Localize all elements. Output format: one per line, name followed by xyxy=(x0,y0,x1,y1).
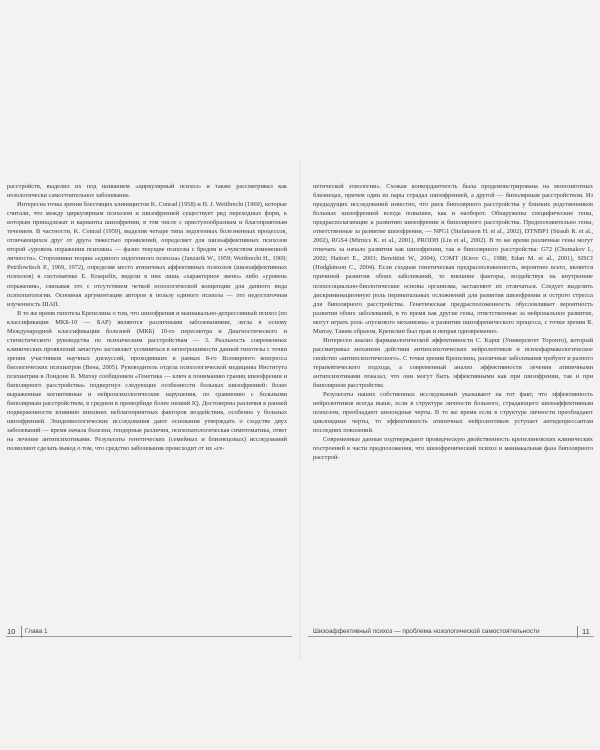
left-footer-separator xyxy=(21,626,22,638)
left-footer-rule xyxy=(6,636,292,637)
left-page-number: 10 xyxy=(7,627,16,636)
left-paragraph-2: Интересна точка зрения блестящих клиницистов K. Conrad (1958) и H. J. Weitbrecht (1969), которые считали, что между циркулярным психозом и шизофренией существует ряд переходных форм, к которым принадлежат и варианты шизофрении, в том числе с приступообразным и благоприятным течением. В частности, K. Conrad (1959), выделив четыре типа эндогенных болезненных процессов, отличающихся друг от друга тяжестью проявлений, определяет для шизоаффективных психозов второй «уровень поражения психики» — фазно текущие психозы с бредом и «чувством измененной личности». Сторонники теории «единого эндогенного психоза» (Janzarik W., 1959; Weitbrecht H., 1969; Petrilowitsch P., 1969, 1972), определяя место атипичных аффективных психозов (шизоаффективных психозов) в систематике E. Kraepelin, видели в них лишь «характерное звено» либо «уровень поражения», связывая это с отсутствием четкой нозологической концепции для данного вида психопатологии. Основная аргументация авторов в пользу единого психоза — это недостаточная изученность ШАП. xyxy=(7,201,287,308)
right-paragraph-3: Результаты наших собственных исследований указывают на тот факт, что эффективность нейролептиков всегда выше, если в структуре личности больного, страдающего шизоаффективным психозом, преобладают шизоидные черты. В то же время если в структуре личности преобладают циклоидные черты, то эффективность атипичных нейролептиков уступает антидепрессантам последних поколений. xyxy=(313,391,593,435)
right-paragraph-4: Современные данные подтверждают провидческую двойственность крепелиновских клинических построений в части предположения, что шизофренический психоз и маниакальная фаза биполярного расстрой- xyxy=(313,436,593,462)
right-footer-rule xyxy=(308,636,594,637)
right-running-head: Шизоаффективный психоз — проблема нозологической самостоятельности xyxy=(313,628,540,635)
right-paragraph-1: нетической этиологии». Схожая конкордантность была продемонстрирована на монозиготных близнецах, причем один из пары страдал шизофренией, а другой — биполярным расстройством. Из предыдущих исследований известно, что риск биполярного расстройства у близких родственников больных шизофренией всегда повышен, как и наоборот. Обнаружены специфические гены, предрасполагающие к развитию шизофрении и биполярного расстройства. Предположительно гены, ответственные за развитие шизофрении, — NPG1 (Stefansson H. et al., 2002), DTNBP1 (Straub R. et al., 2002), RGS4 (Mirnics K. et al., 2001), PRODH (Liu et al., 2002). В то же время различные гены могут отвечать за начало развития как шизофрении, так и биполярного расстройства: G72 (Chumakov I., 2002; Hattori E., 2003; Beretttini W., 2004), COMT (Kirov G., 1988; Edan M. et al., 2001), SISCI (Hodgkinson C., 2004). Если сходная генетическая предрасположенность, вероятнее всего, является причиной развития обоих заболеваний, то внешние факторы, воздействуя на внутренние психосоциально-биологические основы организма, заставляют их отличаться. Следует выделить дискриминационную роль перинатальных осложнений для развития шизофрении и острого стресса для биполярного расстройства. Генетическая предрасположенность обусловливает вероятность развития обоих заболеваний, в то время как другие гены, ответственные за нейрональное развитие, могут играть роль «пускового механизма» в развитии шизофренического процесса, с точки зрения R. Murray. Таким образом, Крепелин был прав и неправ одновременно. xyxy=(313,183,593,335)
left-running-head: Глава 1 xyxy=(25,628,48,635)
right-footer-separator xyxy=(577,626,578,638)
right-page-number: 11 xyxy=(582,627,590,636)
left-page-body xyxy=(7,182,287,632)
right-page-body xyxy=(313,182,593,632)
left-paragraph-1: расстройств, выделил их под названием «циркулярный психоз» и также рассматривал как нозологически самостоятельное заболевание. xyxy=(7,183,287,200)
book-gutter xyxy=(299,160,301,660)
left-paragraph-3: В то же время гипотеза Крепелина о том, что шизофрения и маниакально-депрессивный психоз (по классификации МКБ-10 — БАР) являются различными заболеваниями, легла в основу Международной классификации болезней (МКБ) 10-го пересмотра и Диагностического и статистического руководства по психическим расстройствам — 3. Реальность современных клинических проявлений зачастую заставляет усомниться в непогрешимости данной гипотезы с точки зрения участников научных дискуссий, проходивших в рамках 8-го Всемирного конгресса биологических психиатров (Вена, 2005). Руководитель отдела психологической медицины Института психиатрии в Лондоне R. Murray сообщением «Генетика — ключ к пониманию границ шизофрении и биполярного расстройства» подвергнул следующие особенности больных шизофренией: более выраженные когнитивные и нейропсихологические нарушения, по сравнению с больными биполярным расстройством, в среднем в преморбиде более низкий IQ. Достоверны различия в ранней подверженности влиянию внешних неблагоприятных факторов воздействия, особенно у больных шизофренией. Эпидемиологические исследования дают основания утверждать о сходстве двух заболеваний — время начала болезни, гендерные различия, психопатологическая симптоматика, ответ на лечение антипсихотиками. Результаты генетических (семейных и близнецовых) исследований позволяют сделать вывод о том, что средство заболевания происходит от их «ге- xyxy=(7,309,287,453)
right-paragraph-2: Интересен анализ фармакологической эффективности С. Kapur (Университет Торонто), который рассматривал механизм действия антипсихотических нейролептиков и психофармакологическое свойство «антипсихотического». С точки зрения Крепелина, различные заболевания требуют и разного терапевтического подхода, а современный анализ эффективности лечения атипичными антипсихотиками показал, что они могут быть эффективными как при шизофрении, так и при биполярном расстройстве. xyxy=(313,336,593,390)
